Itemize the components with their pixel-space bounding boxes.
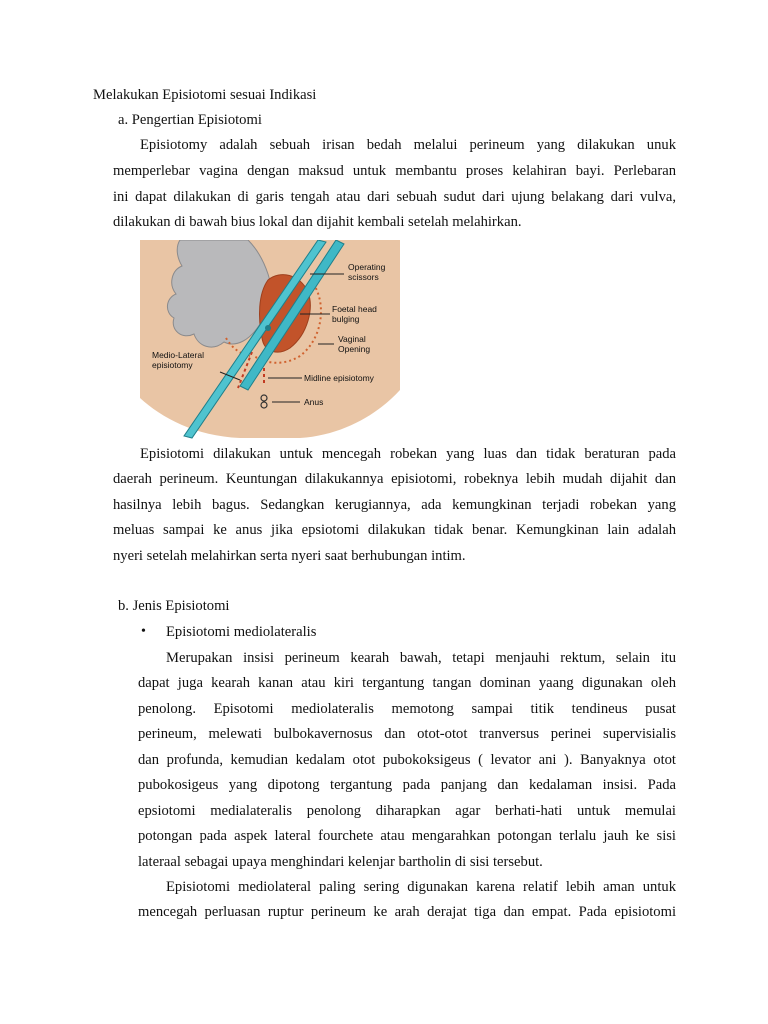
para3-line-5: dan profunda, kemudian kedalam otot pubokoksigeus ( levator ani ). Banyaknya otot bbox=[138, 752, 676, 768]
para1-line-3: ini dapat dilakukan di garis tengah atau dari sebuah sudut dari ujung belakang dari vulva, bbox=[113, 189, 676, 205]
para3-line-1: Merupakan insisi perineum kearah bawah, tetapi menjauhi rektum, selain itu bbox=[166, 650, 676, 666]
para2-line-5: nyeri setelah melahirkan serta nyeri saat berhubungan intim. bbox=[113, 548, 466, 564]
para3-line-9: lateraal sebagai upaya menghindari kelenjar bartholin di sisi tersebut. bbox=[138, 854, 543, 870]
para4-line-1: Episiotomi mediolateral paling sering digunakan karena relatif lebih aman untuk bbox=[166, 879, 676, 895]
label-scissors: scissors bbox=[348, 272, 379, 282]
para1-line-1: Episiotomy adalah sebuah irisan bedah melalui perineum yang dilakukan unuk bbox=[140, 137, 676, 153]
label-foetal-head: Foetal head bbox=[332, 304, 377, 314]
gloved-hand bbox=[167, 240, 270, 347]
label-midline: Midline episiotomy bbox=[304, 373, 374, 383]
section-a-heading: a. Pengertian Episiotomi bbox=[118, 112, 262, 128]
para3-line-4: perineum, melewati bulbokavernosus dan otot-otot tranversus perinei supervisialis bbox=[138, 726, 676, 742]
bullet-symbol: • bbox=[141, 624, 146, 639]
para3-line-8: potongan pada aspek lateral fourchete atau mengarahkan potongan terlalu jauh ke sisi bbox=[138, 828, 676, 844]
para3-line-6: pubokosigeus yang dipotong tergantung pada panjang dan kedalaman insisi. Pada bbox=[138, 777, 676, 793]
episiotomy-figure bbox=[140, 240, 400, 440]
para2-line-1: Episiotomi dilakukan untuk mencegah robekan yang luas dan tidak beraturan pada bbox=[140, 446, 676, 462]
label-vaginal: Vaginal bbox=[338, 334, 366, 344]
para2-line-4: meluas sampai ke anus jika epsiotomi dilakukan tidak benar. Kemungkinan lain adalah bbox=[113, 522, 676, 538]
para1-line-2: memperlebar vagina dengan maksud untuk membantu proses kelahiran bayi. Perlebaran bbox=[113, 163, 676, 179]
para3-line-7: epsiotomi medialateralis penolong diharapkan agar berhati-hati untuk memulai bbox=[138, 803, 676, 819]
label-episiotomy: episiotomy bbox=[152, 360, 193, 370]
para2-line-2: daerah perineum. Keuntungan dilakukannya episiotomi, robeknya lebih mudah dijahit dan bbox=[113, 471, 676, 487]
para2-line-3: hasilnya lebih bagus. Sedangkan kerugiannya, ada kemungkinan terjadi robekan yang bbox=[113, 497, 676, 513]
label-opening: Opening bbox=[338, 344, 371, 354]
para3-line-3: penolong. Episotomi mediolateralis memotong sampai titik tendineus pusat bbox=[138, 701, 676, 717]
para3-line-2: dapat juga kearah kanan atau kiri tergantung tangan dominan yaang digunakan oleh bbox=[138, 675, 676, 691]
bullet-mediolateralis: Episiotomi mediolateralis bbox=[166, 624, 317, 640]
section-b-heading: b. Jenis Episiotomi bbox=[118, 598, 230, 614]
para1-line-4: dilakukan di bawah bius lokal dan dijahit kembali setelah melahirkan. bbox=[113, 214, 522, 230]
document-title: Melakukan Episiotomi sesuai Indikasi bbox=[93, 87, 317, 103]
label-medio-lateral: Medio-Lateral bbox=[152, 350, 204, 360]
label-anus: Anus bbox=[304, 397, 324, 407]
label-bulging: bulging bbox=[332, 314, 360, 324]
label-operating: Operating bbox=[348, 262, 386, 272]
para4-line-2: mencegah perluasan ruptur perineum ke arah derajat tiga dan empat. Pada episiotomi bbox=[138, 904, 676, 920]
episiotomy-illustration bbox=[140, 240, 400, 440]
